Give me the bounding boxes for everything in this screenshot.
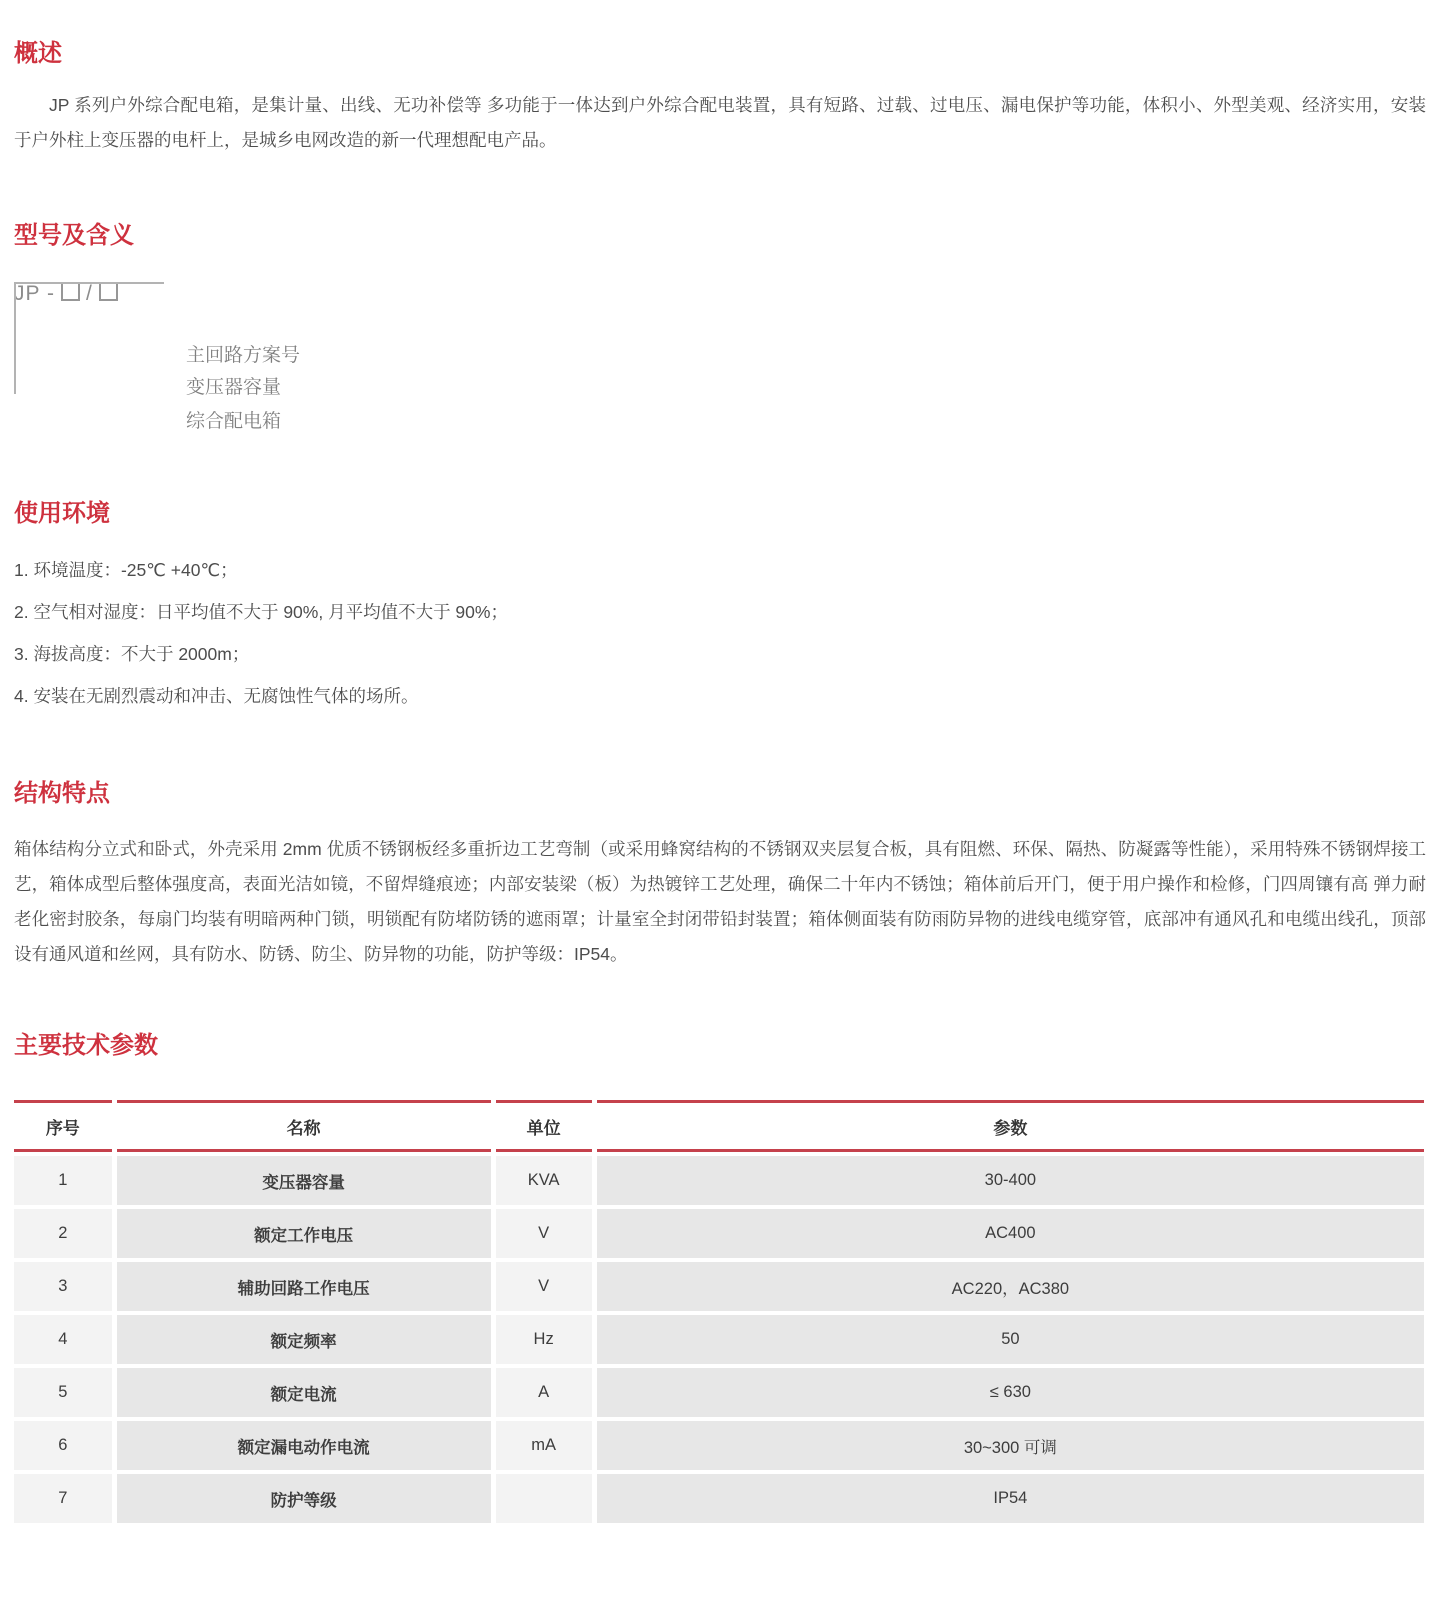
table-row — [14, 1262, 1424, 1311]
model-code-diagram — [14, 282, 1426, 442]
diagram-connector-line — [14, 282, 164, 284]
param-value: 30~300 可调 — [597, 1421, 1424, 1470]
overview-paragraph: JP 系列户外综合配电箱，是集计量、出线、无功补偿等 多功能于一体达到户外综合配电装置，具有短路、过载、过电压、漏电保护等功能，体积小、外型美观、经济实用，安装于户外柱上变压器的电杆上，是城乡电网改造的新一代理想配电产品。 — [14, 95, 1426, 150]
table-header-row — [14, 1100, 1424, 1152]
parameters-table-body — [14, 1156, 1424, 1523]
param-value: AC220，AC380 — [597, 1262, 1424, 1311]
param-unit: KVA — [496, 1156, 592, 1205]
table-row — [14, 1474, 1424, 1523]
row-index: 7 — [14, 1474, 112, 1523]
param-unit: mA — [496, 1421, 592, 1470]
model-code-box-scheme — [99, 282, 118, 301]
table-row — [14, 1209, 1424, 1258]
param-value: AC400 — [597, 1209, 1424, 1258]
row-index: 4 — [14, 1315, 112, 1364]
table-row — [14, 1315, 1424, 1364]
row-index: 5 — [14, 1368, 112, 1417]
param-name: 防护等级 — [117, 1474, 491, 1523]
model-code — [14, 282, 124, 306]
table-row — [14, 1421, 1424, 1470]
structure-paragraph: 箱体结构分立式和卧式，外壳采用 2mm 优质不锈钢板经多重折边工艺弯制（或采用蜂窝结构的不锈钢双夹层复合板，具有阻燃、环保、隔热、防凝露等性能），采用特殊不锈钢焊接工艺，箱体成型后整体强度高，表面光洁如镜，不留焊缝痕迹；内部安装梁（板）为热镀锌工艺处理，确保二十年内不锈蚀；箱体前后开门，便于用户操作和检修，门四周镶有高 弹力耐老化密封胶条，每扇门均装有明暗两种门锁，明锁配有防堵防锈的遮雨罩；计量室全封闭带铅封装置；箱体侧面装有防雨防异物的进线电缆穿管，底部冲有通风孔和电缆出线孔，顶部设有通风道和丝网，具有防水、防锈、防尘、防异物的功能，防护等级：IP54。 — [14, 839, 1426, 964]
environment-item: 3. 海拔高度：不大于 2000m； — [14, 644, 250, 664]
column-header-index: 序号 — [14, 1100, 112, 1152]
parameters-table — [9, 1096, 1429, 1527]
param-value: 30-400 — [597, 1156, 1424, 1205]
param-name: 额定电流 — [117, 1368, 491, 1417]
section-heading-overview: 概述 — [14, 40, 62, 67]
environment-item: 2. 空气相对湿度：日平均值不大于 90%, 月平均值不大于 90%； — [14, 602, 508, 622]
model-code-slash: / — [85, 282, 93, 305]
model-label-distribution-box: 综合配电箱 — [186, 411, 282, 432]
table-row — [14, 1368, 1424, 1417]
column-header-unit: 单位 — [496, 1100, 592, 1152]
row-index: 3 — [14, 1262, 112, 1311]
section-heading-environment: 使用环境 — [14, 500, 110, 527]
row-index: 6 — [14, 1421, 112, 1470]
model-code-box-capacity — [61, 282, 80, 301]
section-heading-model: 型号及含义 — [14, 222, 134, 249]
param-unit: V — [496, 1262, 592, 1311]
param-unit: A — [496, 1368, 592, 1417]
param-name: 额定漏电动作电流 — [117, 1421, 491, 1470]
param-name: 额定频率 — [117, 1315, 491, 1364]
param-unit: V — [496, 1209, 592, 1258]
param-value: ≤ 630 — [597, 1368, 1424, 1417]
param-name: 变压器容量 — [117, 1156, 491, 1205]
row-index: 2 — [14, 1209, 112, 1258]
model-label-main-circuit: 主回路方案号 — [186, 345, 301, 366]
param-name: 辅助回路工作电压 — [117, 1262, 491, 1311]
param-unit: Hz — [496, 1315, 592, 1364]
model-code-prefix: JP - — [14, 282, 55, 305]
column-header-name: 名称 — [117, 1100, 491, 1152]
model-label-transformer-capacity: 变压器容量 — [186, 377, 282, 398]
column-header-value: 参数 — [597, 1100, 1424, 1152]
diagram-connector-line — [14, 282, 16, 328]
param-value: 50 — [597, 1315, 1424, 1364]
row-index: 1 — [14, 1156, 112, 1205]
environment-list — [14, 552, 1426, 714]
param-value: IP54 — [597, 1474, 1424, 1523]
environment-item: 4. 安装在无剧烈震动和冲击、无腐蚀性气体的场所。 — [14, 686, 419, 706]
section-heading-structure: 结构特点 — [14, 780, 110, 807]
table-row — [14, 1156, 1424, 1205]
environment-item: 1. 环境温度：-25℃ +40℃； — [14, 560, 238, 580]
section-heading-parameters: 主要技术参数 — [14, 1032, 158, 1059]
param-name: 额定工作电压 — [117, 1209, 491, 1258]
param-unit — [496, 1474, 592, 1523]
